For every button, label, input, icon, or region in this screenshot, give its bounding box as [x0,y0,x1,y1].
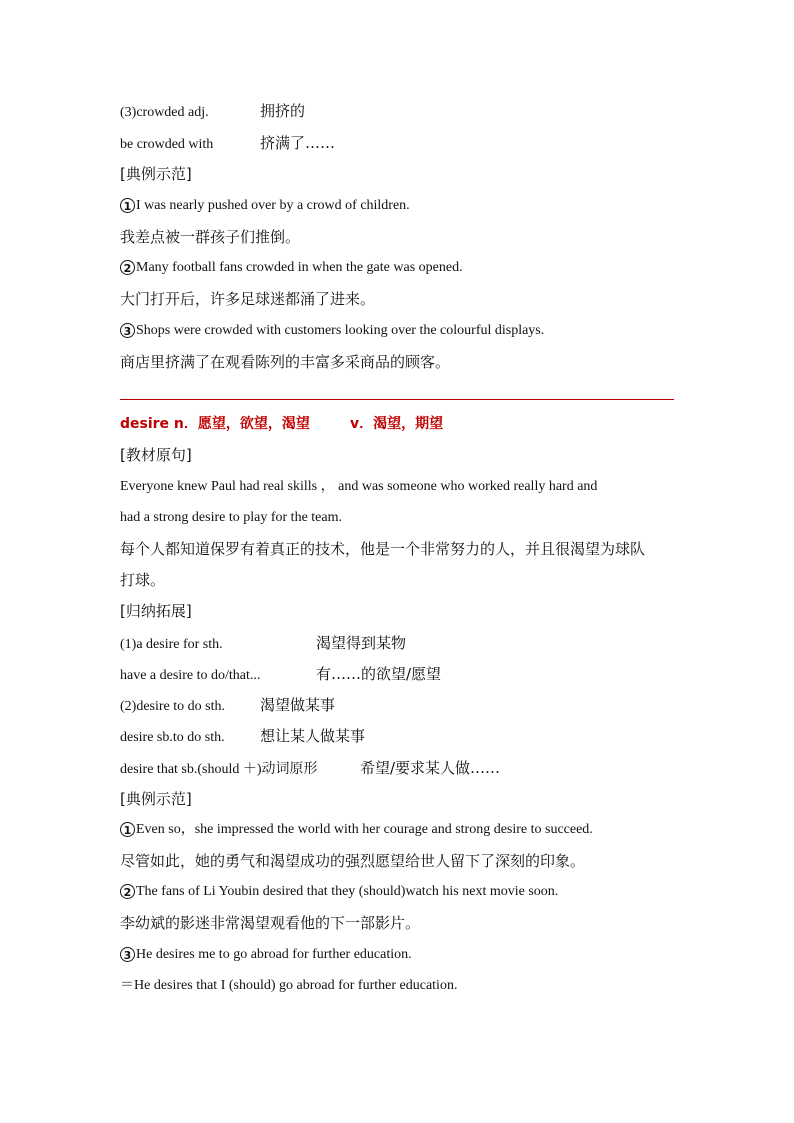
word-entry-crowded [120,101,305,123]
example-en: 3 He desires me to go abroad for further education. [120,945,412,965]
summary-item: have a desire to do/that... 有……的欲望/愿望 [120,665,442,683]
example-en: 1 Even so，she impressed the world with her courage and strong desire to succeed. [120,820,593,840]
summary-item: desire that sb.(should ＋)动词原形 希望/要求某人做…… [120,759,501,777]
number-circle-icon: 2 [120,884,135,899]
source-en: had a strong desire to play for the team. [120,510,342,525]
number-circle-icon: 2 [120,260,135,275]
examples-label: [典例示范] [120,165,192,183]
example-en: 2 Many football fans crowded in when the gate was opened. [120,258,463,278]
heading-noun: desire n．愿望，欲望，渴望 [120,416,310,432]
example-en: 2 The fans of Li Youbin desired that they (should)watch his next movie soon. [120,882,558,902]
example-zh: 我差点被一群孩子们推倒。 [120,228,301,246]
source-en: Everyone knew Paul had real skills ， and was someone who worked really hard and [120,479,598,494]
phrase-entry [120,133,335,155]
word-en: (3)crowded adj. [120,105,209,120]
source-zh: 打球。 [120,571,166,589]
summary-item: (1)a desire for sth. 渴望得到某物 [120,634,407,652]
phrase-zh: 挤满了…… [260,134,336,152]
number-circle-icon: 3 [120,947,135,962]
number-circle-icon: 3 [120,323,135,338]
example-zh: 李幼斌的影迷非常渴望观看他的下一部影片。 [120,914,421,932]
summary-label: [归纳拓展] [120,602,192,620]
entry-heading [120,414,443,435]
summary-item: (2)desire to do sth. 渴望做某事 [120,696,336,714]
examples-label: [典例示范] [120,790,192,808]
source-label: [教材原句] [120,446,192,464]
number-circle-icon: 1 [120,198,135,213]
example-zh: 商店里挤满了在观看陈列的丰富多采商品的顾客。 [120,353,451,371]
word-zh: 拥挤的 [260,102,306,120]
equivalent-sentence: ＝He desires that I (should) go abroad for further education. [120,978,458,993]
heading-verb: v．渴望，期望 [350,416,444,432]
example-en: 3 Shops were crowded with customers looking over the colourful displays. [120,321,544,341]
example-zh: 尽管如此，她的勇气和渴望成功的强烈愿望给世人留下了深刻的印象。 [120,852,586,870]
phrase-en: be crowded with [120,137,214,152]
example-en: 1 I was nearly pushed over by a crowd of children. [120,196,410,216]
number-circle-icon: 1 [120,822,135,837]
summary-item: desire sb.to do sth. 想让某人做某事 [120,727,366,745]
example-zh: 大门打开后，许多足球迷都涌了进来。 [120,290,376,308]
section-divider [120,399,674,400]
source-zh: 每个人都知道保罗有着真正的技术，他是一个非常努力的人，并且很渴望为球队 [120,540,646,558]
